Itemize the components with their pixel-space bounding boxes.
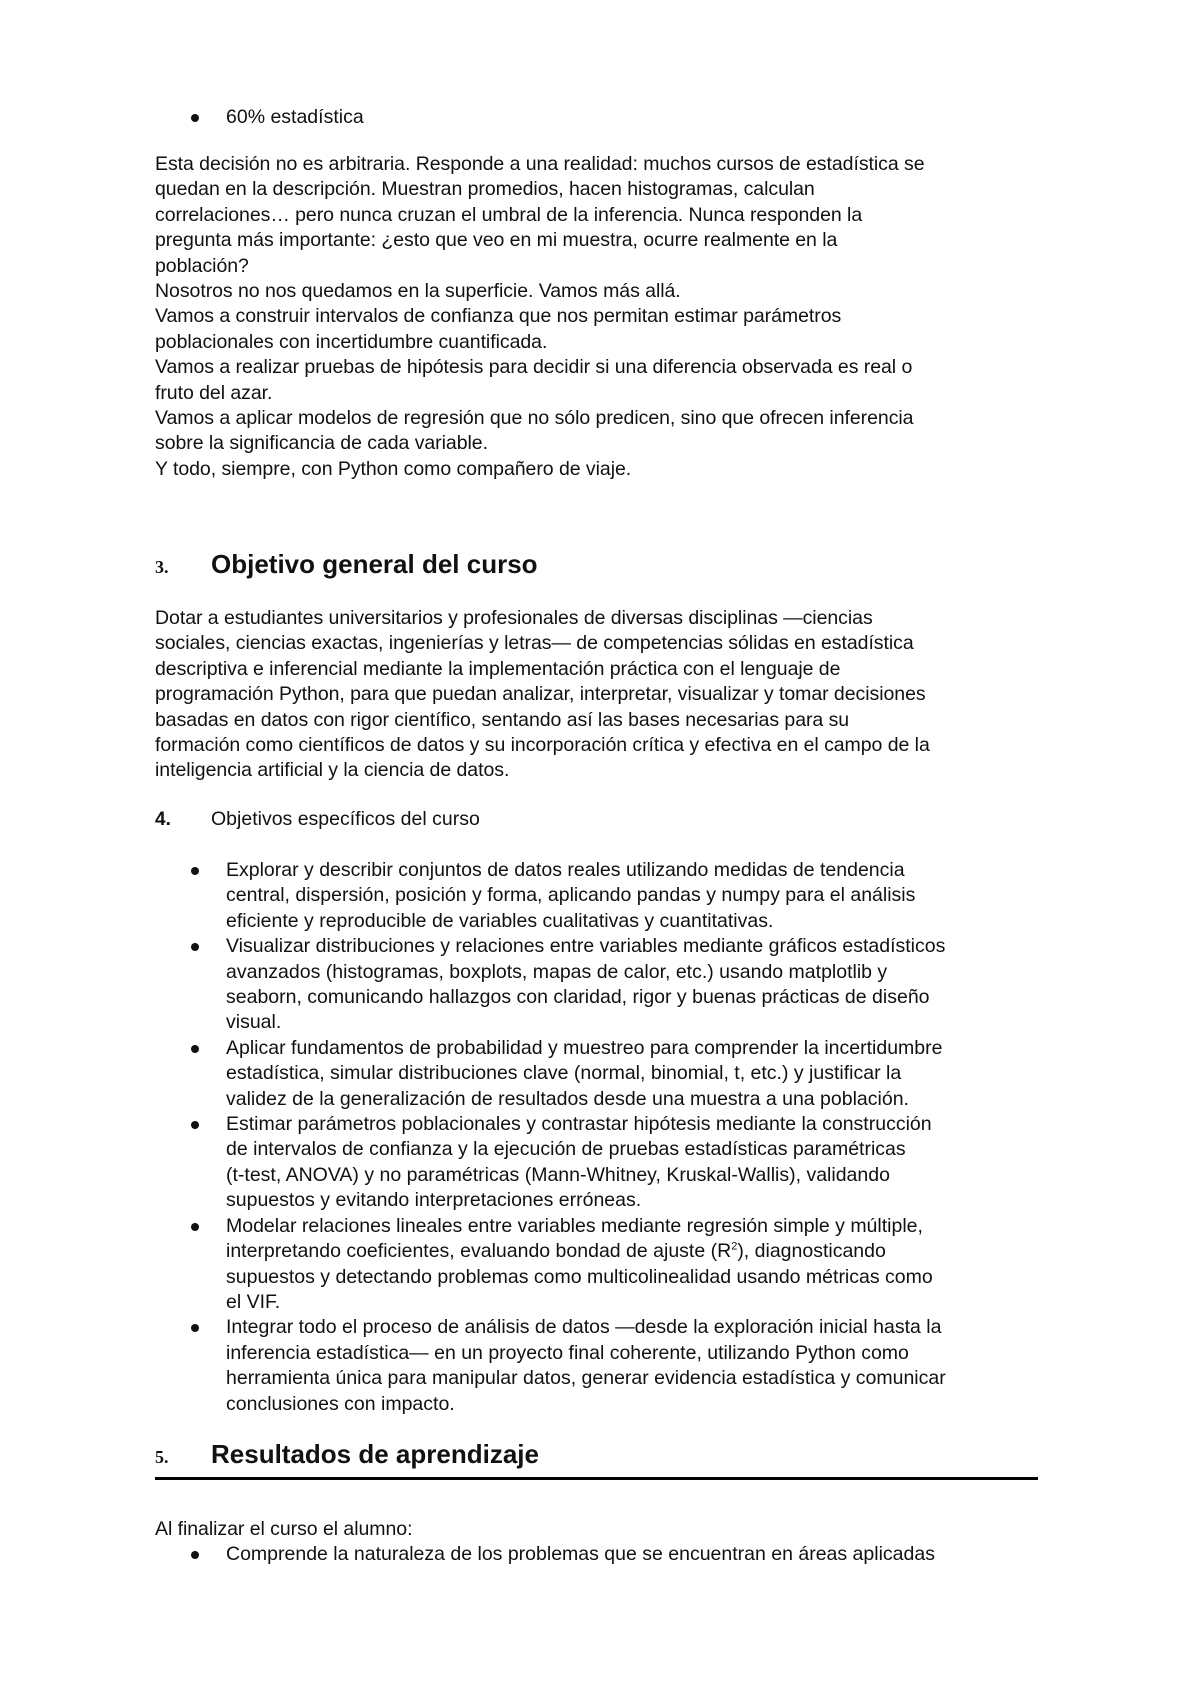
list-item-text: Comprende la naturaleza de los problemas que se encuentran en áreas aplicadas	[226, 1543, 935, 1565]
text-line: Vamos a aplicar modelos de regresión que no sólo predicen, sino que ofrecen inferencia	[155, 407, 914, 430]
text-line: herramienta única para manipular datos, generar evidencia estadística y comunicar	[226, 1367, 946, 1390]
text-line: Explorar y describir conjuntos de datos reales utilizando medidas de tendencia	[226, 859, 905, 881]
text-line: pregunta más importante: ¿esto que veo en mi muestra, ocurre realmente en la	[155, 229, 838, 252]
text-line: fruto del azar.	[155, 381, 273, 404]
list-item	[155, 858, 1075, 934]
text-line: sociales, ciencias exactas, ingenierías y letras— de competencias sólidas en estadística	[155, 632, 914, 655]
section-number: 4.	[155, 809, 171, 830]
text-line: inferencia estadística— en un proyecto final coherente, utilizando Python como	[226, 1341, 909, 1364]
text-line: formación como científicos de datos y su incorporación crítica y efectiva en el campo de la	[155, 734, 930, 757]
text-line: validez de la generalización de resultados desde una muestra a una población.	[226, 1087, 909, 1110]
section-3-body	[155, 606, 1055, 784]
bullet-icon	[191, 867, 199, 875]
text-line: Esta decisión no es arbitraria. Responde a una realidad: muchos cursos de estadística se	[155, 153, 925, 175]
bullet-icon	[191, 1223, 199, 1231]
text-line: correlaciones… pero nunca cruzan el umbral de la inferencia. Nunca responden la	[155, 203, 863, 226]
text-line: Vamos a construir intervalos de confianza que nos permitan estimar parámetros	[155, 305, 842, 328]
text-line: (t-test, ANOVA) y no paramétricas (Mann-Whitney, Kruskal-Wallis), validando	[226, 1163, 890, 1186]
text-line: avanzados (histogramas, boxplots, mapas de calor, etc.) usando matplotlib y	[226, 960, 888, 983]
text-line: Nosotros no nos quedamos en la superficie. Vamos más allá.	[155, 280, 681, 303]
text-line: inteligencia artificial y la ciencia de datos.	[155, 759, 510, 782]
text-line: programación Python, para que puedan analizar, interpretar, visualizar y tomar decisiones	[155, 683, 926, 706]
section-number: 5.	[155, 1447, 169, 1467]
intro-paragraph	[155, 152, 1055, 482]
section-4-objectives-list	[155, 858, 1075, 1417]
text-line: central, dispersión, posición y forma, aplicando pandas y numpy para el análisis	[226, 884, 916, 907]
text-line: descriptiva e inferencial mediante la implementación práctica con el lenguaje de	[155, 657, 841, 680]
section-3-heading	[155, 548, 1055, 585]
text-line: población?	[155, 254, 249, 277]
text-line: Modelar relaciones lineales entre variables mediante regresión simple y múltiple,	[226, 1214, 923, 1237]
bullet-icon	[191, 1324, 199, 1332]
text-line: conclusiones con impacto.	[226, 1392, 455, 1415]
list-item	[155, 934, 1075, 1036]
text-line	[226, 1239, 1075, 1264]
section-number: 3.	[155, 557, 169, 577]
text-fragment: interpretando coeficientes, evaluando bondad de ajuste (R	[226, 1240, 732, 1263]
superscript: 2	[731, 1240, 738, 1253]
text-line: visual.	[226, 1011, 282, 1034]
text-line: Integrar todo el proceso de análisis de datos —desde la exploración inicial hasta la	[226, 1316, 942, 1339]
list-item	[155, 1214, 1075, 1316]
text-line: Vamos a realizar pruebas de hipótesis para decidir si una diferencia observada es real o	[155, 356, 913, 379]
text-line: Dotar a estudiantes universitarios y profesionales de diversas disciplinas —ciencias	[155, 607, 873, 629]
text-line: quedan en la descripción. Muestran promedios, hacen histogramas, calculan	[155, 178, 815, 201]
section-title: Objetivos específicos del curso	[211, 808, 480, 830]
section-5-outcomes-list	[155, 1542, 1075, 1567]
text-line: seaborn, comunicando hallazgos con claridad, rigor y buenas prácticas de diseño	[226, 986, 930, 1009]
bullet-icon	[191, 1045, 199, 1053]
text-line: supuestos y evitando interpretaciones erróneas.	[226, 1189, 642, 1212]
text-line: sobre la significancia de cada variable.	[155, 432, 488, 455]
text-line: Estimar parámetros poblacionales y contrastar hipótesis mediante la construcción	[226, 1113, 932, 1136]
text-line: supuestos y detectando problemas como multicolinealidad usando métricas como	[226, 1265, 933, 1288]
text-line: estadística, simular distribuciones clave (normal, binomial, t, etc.) y justificar la	[226, 1062, 902, 1085]
list-item-text: 60% estadística	[226, 106, 364, 128]
section-title: Resultados de aprendizaje	[211, 1439, 539, 1469]
list-item	[155, 1112, 1075, 1214]
text-line: basadas en datos con rigor científico, sentando así las bases necesarias para su	[155, 708, 850, 731]
text-line: Aplicar fundamentos de probabilidad y muestreo para comprender la incertidumbre	[226, 1036, 943, 1059]
text-line: Visualizar distribuciones y relaciones entre variables mediante gráficos estadísticos	[226, 935, 946, 958]
section-4-heading	[155, 807, 1055, 833]
intro-bullet-list	[155, 105, 1045, 130]
text-fragment: ), diagnosticando	[737, 1240, 886, 1263]
bullet-icon	[191, 114, 199, 122]
section-5-lead: Al finalizar el curso el alumno:	[155, 1518, 413, 1540]
bullet-icon	[191, 943, 199, 951]
list-item	[155, 1542, 1075, 1567]
text-line: eficiente y reproducible de variables cualitativas y cuantitativas.	[226, 909, 774, 932]
bullet-icon	[191, 1551, 199, 1559]
text-line: Y todo, siempre, con Python como compañero de viaje.	[155, 457, 632, 480]
text-line: poblacionales con incertidumbre cuantificada.	[155, 330, 548, 353]
list-item	[155, 105, 1045, 130]
text-line: el VIF.	[226, 1290, 281, 1313]
list-item	[155, 1036, 1075, 1112]
list-item	[155, 1315, 1075, 1417]
section-5-heading	[155, 1438, 1038, 1480]
section-title: Objetivo general del curso	[211, 549, 538, 579]
text-line: de intervalos de confianza y la ejecución de pruebas estadísticas paramétricas	[226, 1138, 906, 1161]
bullet-icon	[191, 1121, 199, 1129]
